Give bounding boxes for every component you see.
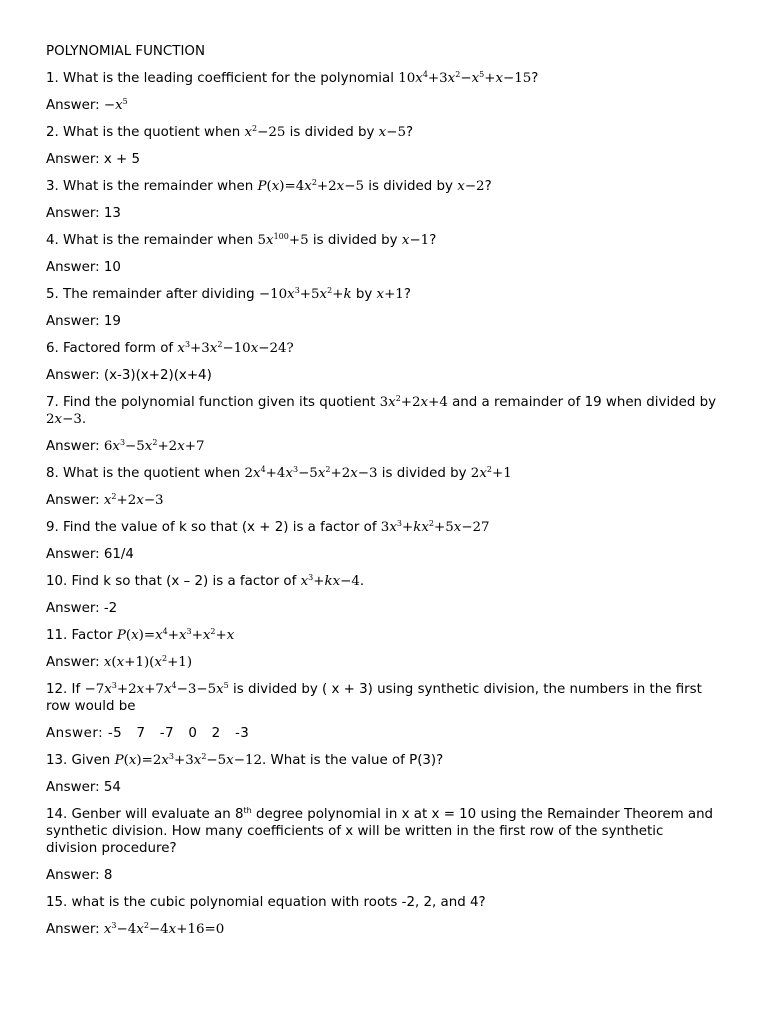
question-12: 12. $If -7x^3+2x+7x^4-3-5x^5$ is divided by ( x + 3) using synthetic division, the numbers in the first row would be xyxy=(46,681,702,714)
question-9-math: $3x^3+kx^2+5x-27$ xyxy=(380,519,490,535)
question-8: 8. What is the quotient when $2x^4+4x^3-5x^2+2x-3$ is divided by $2x^2+1$ xyxy=(46,465,512,481)
answer-10: Answer: -2 xyxy=(46,601,118,616)
question-1-math: $10x^4+3x^2-x^5+x-15$ xyxy=(398,70,532,86)
question-6: 6. Factored form of $x^3+3x^2-10x-24$? xyxy=(46,340,294,356)
question-11-math: $P(x)=x^4+x^3+x^2+x$ xyxy=(116,627,235,643)
ordinal-suffix: th xyxy=(243,806,252,815)
question-4: 4. What is the remainder when $5x^{100}+5$ is divided by x−1? xyxy=(46,232,437,248)
question-4-math: $5x^{100}+5$ xyxy=(257,232,309,248)
answer-15: Answer: $x^3-4x^2-4x+16=0$ xyxy=(46,921,225,937)
answer-9: Answer: 61/4 xyxy=(46,547,134,562)
answer-3: Answer: 13 xyxy=(46,206,121,221)
question-3: 3. What is the remainder when $P(x)=4x^2+2x-5$ is divided by x−2? xyxy=(46,178,492,194)
question-14: 14. Genber will evaluate an 8th degree polynomial in x at x = 10 using the Remainder Theorem and synthetic division. How many coefficients of x will be written in the first row of the synthetic division procedure? xyxy=(46,806,714,856)
question-7-math: $3x^2+2x+4$ xyxy=(379,394,448,410)
answer-14: Answer: 8 xyxy=(46,868,113,883)
answer-11-math: $x(x+1)(x^2+1)$ xyxy=(103,654,193,670)
question-2: 2. What is the quotient when $x^2-25$ is divided by x−5? xyxy=(46,124,414,140)
question-5: 5. The remainder after dividing $-10x^3+5x^2+k$ by x+1? xyxy=(46,286,411,302)
question-2-math: $x^2-25$ xyxy=(244,124,286,140)
answer-8-math: $x^2+2x-3$ xyxy=(103,492,164,508)
question-13: 13. Given $P(x)=2x^3+3x^2-5x-12$. What is the value of P(3)? xyxy=(46,752,444,768)
answer-15-math: $x^3-4x^2-4x+16=0$ xyxy=(103,921,225,937)
answer-5: Answer: 19 xyxy=(46,314,121,329)
question-1-text: 1. What is the leading coefficient for the polynomial xyxy=(46,71,399,86)
question-10: 10. Find k so that (x – 2) is a factor of $x^3+kx-4$. xyxy=(46,573,365,589)
answer-11: Answer: $x(x+1)(x^2+1)$ xyxy=(46,654,193,670)
document-page xyxy=(46,43,718,948)
answer-4: Answer: 10 xyxy=(46,260,121,275)
answer-12: Answer: -5 7 -7 0 2 -3 xyxy=(46,726,250,741)
answer-13: Answer: 54 xyxy=(46,780,121,795)
answer-8: Answer: $x^2+2x-3$ xyxy=(46,492,164,508)
question-13-math: $P(x)=2x^3+3x^2-5x-12$ xyxy=(114,752,262,768)
question-8-math: $2x^4+4x^3-5x^2+2x-3$ xyxy=(244,465,378,481)
answer-1: Answer: $-x^5$ xyxy=(46,97,128,113)
answer-6: Answer: (x-3)(x+2)(x+4) xyxy=(46,368,212,383)
question-11: 11. Factor $P(x)=x^4+x^3+x^2+x$ xyxy=(46,627,235,643)
question-7: 7. Find the polynomial function given its quotient $3x^2+2x+4$ and a remainder of 19 when divided by 2x−3. xyxy=(46,394,717,427)
question-3-math: $P(x)=4x^2+2x-5$ xyxy=(257,178,364,194)
question-6-math: $x^3+3x^2-10x-24$? xyxy=(177,340,294,356)
question-10-math: $x^3+kx-4$ xyxy=(300,573,360,589)
question-5-math: $-10x^3+5x^2+k$ xyxy=(258,286,352,302)
answer-2: Answer: x + 5 xyxy=(46,152,141,167)
document-title: POLYNOMIAL FUNCTION xyxy=(46,44,205,59)
question-15: 15. what is the cubic polynomial equation with roots -2, 2, and 4? xyxy=(46,895,486,910)
answer-7: Answer: $6x^3-5x^2+2x+7$ xyxy=(46,438,205,454)
answer-7-math: $6x^3-5x^2+2x+7$ xyxy=(103,438,205,454)
answer-1-math: $-x^5$ xyxy=(103,97,128,113)
question-9: 9. Find the value of k so that (x + 2) is a factor of $3x^3+kx^2+5x-27$ xyxy=(46,519,490,535)
question-1: 1. What is the leading coefficient for the polynomial $10x^4+3x^2-x^5+x-15$? xyxy=(46,70,539,86)
question-12-math: $-7x^3+2x+7x^4-3-5x^5$ xyxy=(84,681,229,697)
